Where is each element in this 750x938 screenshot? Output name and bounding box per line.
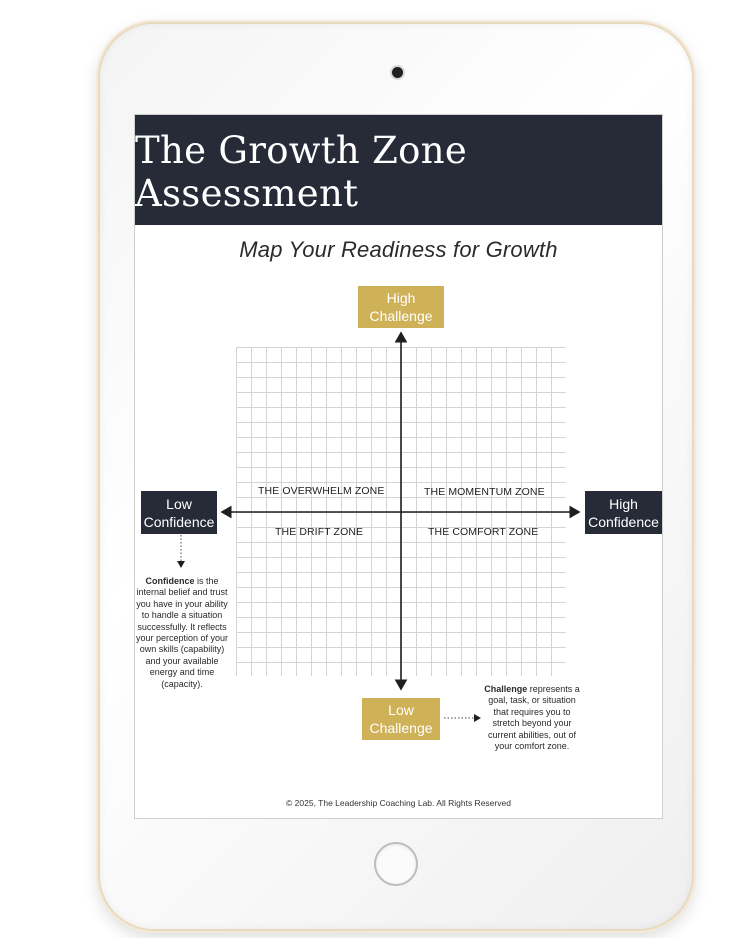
low-challenge-label [362, 698, 440, 740]
home-button[interactable] [374, 842, 418, 886]
confidence-text: is the internal belief and trust you have in your ability to handle a situation successfully. It reflects your perception of your own skills (capability) and your available energy and time (capacity). [135, 576, 229, 689]
copyright-footer: © 2025, The Leadership Coaching Lab. All Rights Reserved [286, 798, 511, 808]
high-challenge-label [358, 286, 444, 328]
comfort-zone-label: THE COMFORT ZONE [428, 526, 539, 538]
high-challenge-line2: Challenge [369, 308, 433, 324]
camera-icon [392, 67, 403, 78]
low-confidence-line1: Low [166, 495, 192, 512]
low-challenge-line1: Low [388, 702, 414, 718]
high-challenge-line1: High [386, 290, 416, 306]
challenge-text: represents a goal, task, or situation that requires you to stretch beyond your current abilities, out of your comfort zone. [487, 684, 580, 752]
confidence-definition [135, 576, 229, 690]
overwhelm-zone-label: THE OVERWHELM ZONE [258, 485, 385, 497]
high-confidence-line1: High [609, 495, 638, 512]
low-challenge-line2: Challenge [369, 720, 433, 736]
low-confidence-label [141, 491, 217, 534]
challenge-definition [483, 684, 581, 752]
drift-zone-label: THE DRIFT ZONE [275, 526, 364, 538]
low-confidence-line2: Confidence [143, 513, 215, 530]
momentum-zone-label: THE MOMENTUM ZONE [424, 486, 545, 498]
screen [135, 115, 662, 818]
page-title: The Growth Zone Assessment [135, 129, 468, 215]
page-subtitle: Map Your Readiness for Growth [239, 237, 558, 262]
high-confidence-label [585, 491, 662, 534]
challenge-term: Challenge [484, 684, 528, 694]
confidence-term: Confidence [145, 576, 195, 586]
high-confidence-line2: Confidence [588, 513, 659, 530]
